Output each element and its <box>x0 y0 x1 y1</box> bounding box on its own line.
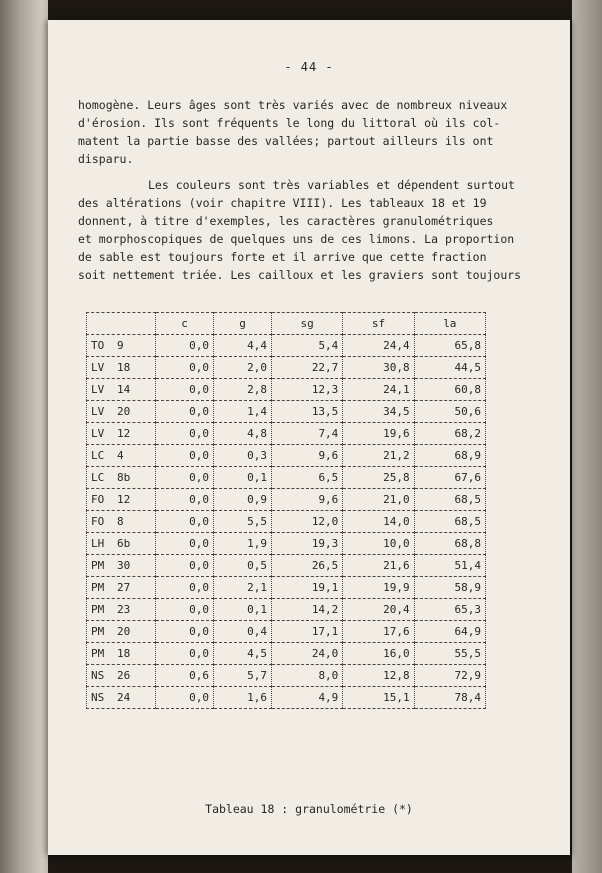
table-row <box>87 687 486 709</box>
table-row <box>87 357 486 379</box>
value-cell: 15,1 <box>343 687 414 709</box>
value-cell: 5,5 <box>214 511 272 533</box>
sample-site: LV <box>91 361 105 374</box>
sample-code-cell <box>87 687 156 709</box>
value-cell: 13,5 <box>272 401 343 423</box>
value-cell: 55,5 <box>414 643 485 665</box>
sample-code-cell <box>87 511 156 533</box>
paragraph-2 <box>78 176 548 284</box>
value-cell: 0,0 <box>156 445 214 467</box>
value-cell: 65,8 <box>414 335 485 357</box>
sample-code-cell <box>87 665 156 687</box>
table-row <box>87 335 486 357</box>
sample-number: 12 <box>117 427 131 440</box>
sample-number: 20 <box>117 625 131 638</box>
value-cell: 21,2 <box>343 445 414 467</box>
text-line: d'érosion. Ils sont fréquents le long du littoral où ils col- <box>78 116 501 130</box>
sample-site: PM <box>91 581 105 594</box>
value-cell: 65,3 <box>414 599 485 621</box>
value-cell: 19,3 <box>272 533 343 555</box>
sample-number: 18 <box>117 647 131 660</box>
value-cell: 24,4 <box>343 335 414 357</box>
sample-code-cell <box>87 577 156 599</box>
value-cell: 12,3 <box>272 379 343 401</box>
column-header: c <box>156 313 214 335</box>
value-cell: 2,0 <box>214 357 272 379</box>
text-line: donnent, à titre d'exemples, les caractères granulométriques <box>78 214 494 228</box>
value-cell: 9,6 <box>272 489 343 511</box>
text-line: de sable est toujours forte et il arrive que cette fraction <box>78 250 487 264</box>
sample-number: 6b <box>117 537 131 550</box>
value-cell: 0,3 <box>214 445 272 467</box>
value-cell: 25,8 <box>343 467 414 489</box>
value-cell: 19,9 <box>343 577 414 599</box>
value-cell: 2,8 <box>214 379 272 401</box>
column-header: la <box>414 313 485 335</box>
value-cell: 44,5 <box>414 357 485 379</box>
sample-site: LV <box>91 427 105 440</box>
text-line: soit nettement triée. Les cailloux et les graviers sont toujours <box>78 268 522 282</box>
value-cell: 0,0 <box>156 511 214 533</box>
sample-number: 8 <box>117 515 124 528</box>
paragraph-1 <box>78 96 548 168</box>
value-cell: 0,0 <box>156 423 214 445</box>
value-cell: 0,5 <box>214 555 272 577</box>
text-line: Les couleurs sont très variables et dépendent surtout <box>148 178 515 192</box>
sample-code-cell <box>87 533 156 555</box>
value-cell: 12,8 <box>343 665 414 687</box>
value-cell: 21,6 <box>343 555 414 577</box>
sample-code-cell <box>87 335 156 357</box>
table-row <box>87 379 486 401</box>
value-cell: 2,1 <box>214 577 272 599</box>
sample-number: 27 <box>117 581 131 594</box>
sample-site: FO <box>91 515 105 528</box>
value-cell: 8,0 <box>272 665 343 687</box>
value-cell: 1,9 <box>214 533 272 555</box>
value-cell: 0,0 <box>156 599 214 621</box>
value-cell: 0,0 <box>156 687 214 709</box>
table-row <box>87 489 486 511</box>
value-cell: 0,1 <box>214 599 272 621</box>
sample-code-cell <box>87 423 156 445</box>
sample-site: TO <box>91 339 105 352</box>
value-cell: 4,9 <box>272 687 343 709</box>
text-line: et morphoscopiques de quelques uns de ces limons. La proportion <box>78 232 515 246</box>
value-cell: 4,8 <box>214 423 272 445</box>
value-cell: 68,5 <box>414 511 485 533</box>
column-header <box>87 313 156 335</box>
sample-number: 26 <box>117 669 131 682</box>
table-body <box>87 313 486 709</box>
table-row <box>87 643 486 665</box>
value-cell: 0,0 <box>156 533 214 555</box>
value-cell: 16,0 <box>343 643 414 665</box>
text-line: des altérations (voir chapitre VIII). Les tableaux 18 et 19 <box>78 196 487 210</box>
sample-site: PM <box>91 603 105 616</box>
value-cell: 51,4 <box>414 555 485 577</box>
value-cell: 26,5 <box>272 555 343 577</box>
value-cell: 58,9 <box>414 577 485 599</box>
text-line: homogène. Leurs âges sont très variés avec de nombreux niveaux <box>78 98 508 112</box>
value-cell: 4,5 <box>214 643 272 665</box>
sample-number: 9 <box>117 339 124 352</box>
value-cell: 0,0 <box>156 401 214 423</box>
value-cell: 12,0 <box>272 511 343 533</box>
table-row <box>87 467 486 489</box>
sample-code-cell <box>87 445 156 467</box>
value-cell: 17,1 <box>272 621 343 643</box>
table-row <box>87 621 486 643</box>
value-cell: 5,4 <box>272 335 343 357</box>
value-cell: 0,1 <box>214 467 272 489</box>
sample-number: 4 <box>117 449 124 462</box>
document-page <box>48 20 570 855</box>
value-cell: 14,0 <box>343 511 414 533</box>
sample-site: LC <box>91 449 105 462</box>
value-cell: 0,0 <box>156 555 214 577</box>
table-caption: Tableau 18 : granulométrie (*) <box>205 802 413 816</box>
table-row <box>87 555 486 577</box>
sample-site: LC <box>91 471 105 484</box>
value-cell: 0,0 <box>156 467 214 489</box>
value-cell: 24,1 <box>343 379 414 401</box>
value-cell: 64,9 <box>414 621 485 643</box>
text-line: matent la partie basse des vallées; partout ailleurs ils ont <box>78 134 494 148</box>
value-cell: 0,0 <box>156 379 214 401</box>
value-cell: 68,8 <box>414 533 485 555</box>
value-cell: 20,4 <box>343 599 414 621</box>
sample-site: PM <box>91 559 105 572</box>
sample-number: 30 <box>117 559 131 572</box>
value-cell: 0,0 <box>156 357 214 379</box>
value-cell: 1,4 <box>214 401 272 423</box>
column-header: sf <box>343 313 414 335</box>
value-cell: 19,6 <box>343 423 414 445</box>
sample-code-cell <box>87 643 156 665</box>
sample-site: LH <box>91 537 105 550</box>
sample-code-cell <box>87 621 156 643</box>
table-row <box>87 423 486 445</box>
value-cell: 68,9 <box>414 445 485 467</box>
sample-code-cell <box>87 357 156 379</box>
value-cell: 78,4 <box>414 687 485 709</box>
sample-number: 24 <box>117 691 131 704</box>
table-row <box>87 511 486 533</box>
sample-number: 18 <box>117 361 131 374</box>
table-header-row <box>87 313 486 335</box>
table-row <box>87 665 486 687</box>
granulometry-table <box>86 312 486 709</box>
sample-site: PM <box>91 647 105 660</box>
value-cell: 0,9 <box>214 489 272 511</box>
value-cell: 0,0 <box>156 643 214 665</box>
sample-site: NS <box>91 669 105 682</box>
value-cell: 22,7 <box>272 357 343 379</box>
value-cell: 0,0 <box>156 489 214 511</box>
sample-number: 14 <box>117 383 131 396</box>
value-cell: 14,2 <box>272 599 343 621</box>
sample-number: 20 <box>117 405 131 418</box>
value-cell: 17,6 <box>343 621 414 643</box>
value-cell: 4,4 <box>214 335 272 357</box>
sample-code-cell <box>87 467 156 489</box>
value-cell: 7,4 <box>272 423 343 445</box>
table-row <box>87 599 486 621</box>
sample-site: LV <box>91 405 105 418</box>
value-cell: 24,0 <box>272 643 343 665</box>
table-row <box>87 577 486 599</box>
value-cell: 0,0 <box>156 577 214 599</box>
sample-code-cell <box>87 401 156 423</box>
value-cell: 0,4 <box>214 621 272 643</box>
value-cell: 6,5 <box>272 467 343 489</box>
sample-site: NS <box>91 691 105 704</box>
background-edge <box>572 0 602 873</box>
sample-code-cell <box>87 379 156 401</box>
value-cell: 68,2 <box>414 423 485 445</box>
value-cell: 72,9 <box>414 665 485 687</box>
adjacent-page <box>0 0 48 873</box>
table-row <box>87 401 486 423</box>
sample-number: 8b <box>117 471 131 484</box>
value-cell: 68,5 <box>414 489 485 511</box>
value-cell: 0,0 <box>156 335 214 357</box>
table-row <box>87 445 486 467</box>
sample-number: 12 <box>117 493 131 506</box>
value-cell: 19,1 <box>272 577 343 599</box>
sample-code-cell <box>87 489 156 511</box>
value-cell: 50,6 <box>414 401 485 423</box>
value-cell: 9,6 <box>272 445 343 467</box>
value-cell: 1,6 <box>214 687 272 709</box>
value-cell: 34,5 <box>343 401 414 423</box>
sample-site: LV <box>91 383 105 396</box>
value-cell: 0,0 <box>156 621 214 643</box>
table-row <box>87 533 486 555</box>
value-cell: 67,6 <box>414 467 485 489</box>
value-cell: 10,0 <box>343 533 414 555</box>
sample-code-cell <box>87 599 156 621</box>
value-cell: 60,8 <box>414 379 485 401</box>
text-line: disparu. <box>78 152 134 166</box>
value-cell: 30,8 <box>343 357 414 379</box>
sample-code-cell <box>87 555 156 577</box>
column-header: sg <box>272 313 343 335</box>
sample-site: PM <box>91 625 105 638</box>
value-cell: 0,6 <box>156 665 214 687</box>
value-cell: 21,0 <box>343 489 414 511</box>
column-header: g <box>214 313 272 335</box>
sample-number: 23 <box>117 603 131 616</box>
value-cell: 5,7 <box>214 665 272 687</box>
sample-site: FO <box>91 493 105 506</box>
page-number: - 44 - <box>284 60 334 74</box>
